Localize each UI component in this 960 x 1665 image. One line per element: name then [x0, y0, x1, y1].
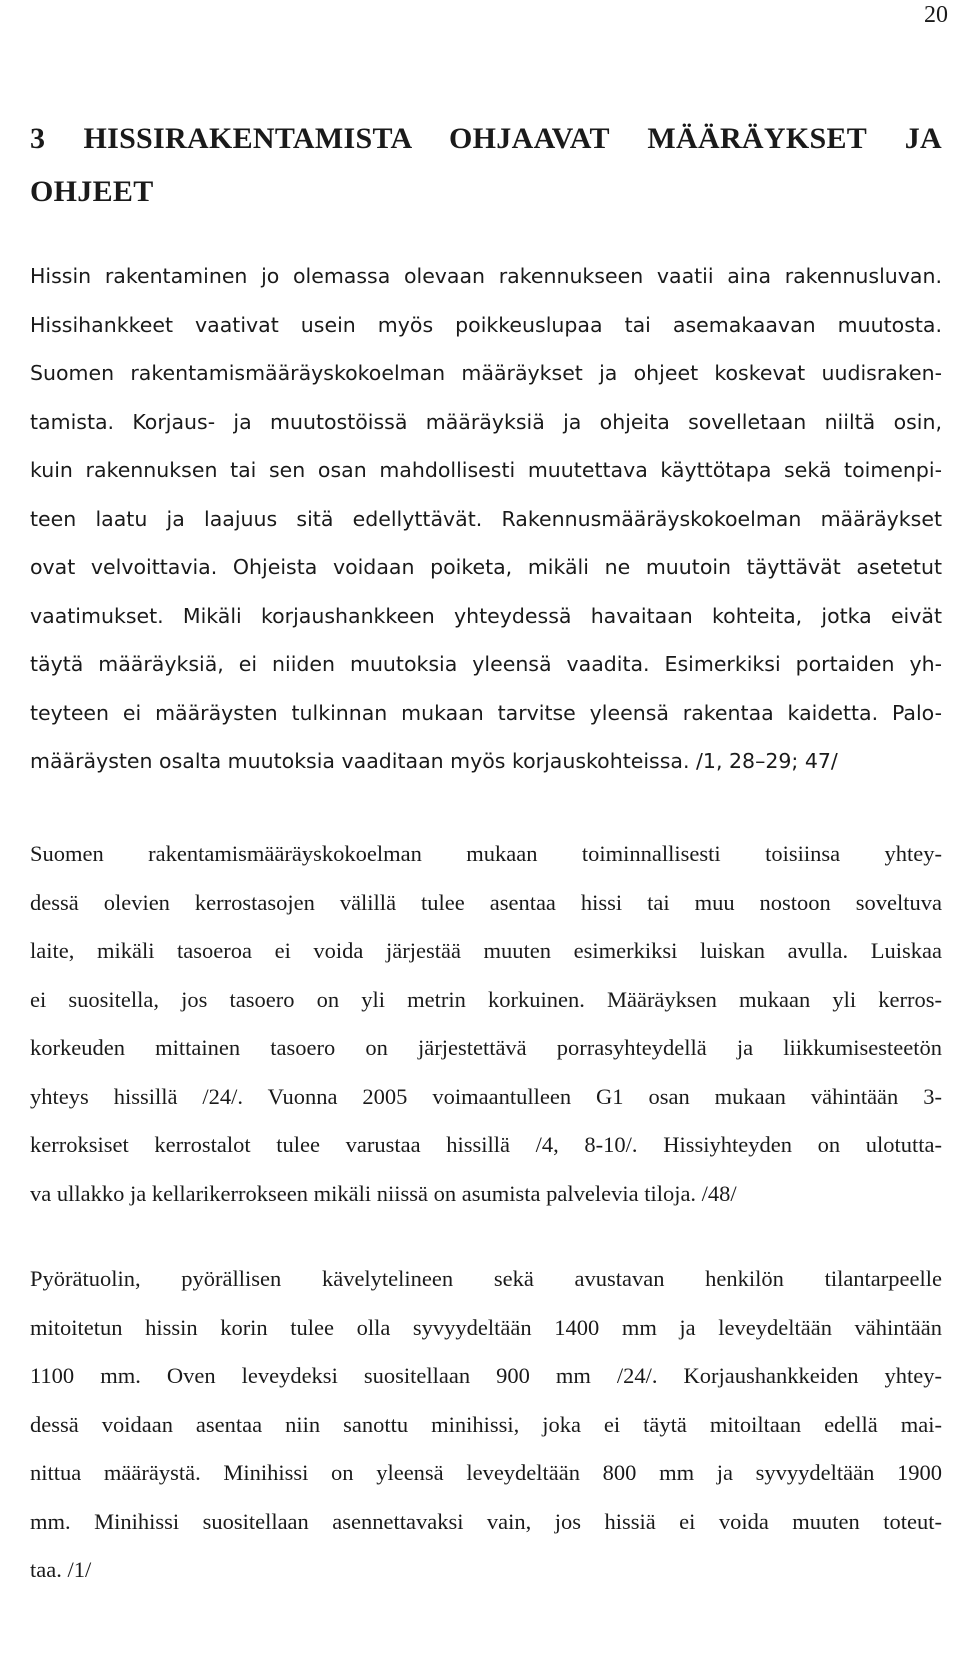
paragraph-line: Suomen rakentamismääräyskokoelman mukaan toiminnallisesti toisiinsa yhtey-: [30, 841, 942, 866]
paragraph-line: vaatimukset. Mikäli korjaushankkeen yhteydessä havaitaan kohteita, jotka eivät: [30, 603, 942, 628]
paragraph-line: va ullakko ja kellarikerrokseen mikäli niissä on asumista palvelevia tiloja. /48/: [30, 1180, 737, 1206]
paragraph-line: 1100 mm. Oven leveydeksi suositellaan 900 mm /24/. Korjaushankkeiden yhtey-: [30, 1363, 942, 1388]
paragraph-line: ovat velvoittavia. Ohjeista voidaan poiketa, mikäli ne muutoin täyttävät asetetut: [30, 555, 942, 579]
paragraph-line: nittua määräystä. Minihissi on yleensä leveydeltään 800 mm ja syvyydeltään 1900: [30, 1460, 942, 1485]
page-number: 20: [924, 2, 948, 28]
paragraph-line: Suomen rakentamismääräyskokoelman määräykset ja ohjeet koskevat uudisraken-: [30, 361, 942, 385]
chapter-heading: [30, 112, 942, 218]
paragraph-line: Hissihankkeet vaativat usein myös poikkeuslupaa tai asemakaavan muutosta.: [30, 312, 942, 337]
paragraph-level-differences: [30, 830, 942, 1218]
paragraph-line: täytä määräyksiä, ei niiden muutoksia yleensä vaadita. Esimerkiksi portaiden yh-: [30, 652, 942, 676]
paragraph-line: ei suositella, jos tasoero on yli metrin korkuinen. Määräyksen mukaan yli kerros-: [30, 986, 942, 1012]
paragraph-line: dessä olevien kerrostasojen välillä tulee asentaa hissi tai muu nostoon soveltuva: [30, 889, 942, 915]
paragraph-line: dessä voidaan asentaa niin sanottu minihissi, joka ei täytä mitoiltaan edellä mai-: [30, 1411, 942, 1437]
paragraph-car-dimensions: [30, 1255, 942, 1595]
paragraph-line: mm. Minihissi suositellaan asennettavaksi vain, jos hissiä ei voida muuten toteut-: [30, 1508, 942, 1534]
paragraph-line: laite, mikäli tasoeroa ei voida järjestää muuten esimerkiksi luiskan avulla. Luiskaa: [30, 938, 942, 963]
chapter-heading-line: OHJEET: [30, 175, 154, 208]
paragraph-line: Hissin rakentaminen jo olemassa olevaan rakennukseen vaatii aina rakennusluvan.: [30, 264, 942, 288]
paragraph-line: määräysten osalta muutoksia vaaditaan myös korjauskohteissa. /1, 28–29; 47/: [30, 749, 838, 773]
paragraph-line: korkeuden mittainen tasoero on järjestettävä porrasyhteydellä ja liikkumisesteetön: [30, 1035, 942, 1060]
paragraph-building-permit: [30, 252, 942, 786]
paragraph-line: taa. /1/: [30, 1557, 92, 1582]
paragraph-line: tamista. Korjaus- ja muutostöissä määräyksiä ja ohjeita sovelletaan niiltä osin,: [30, 409, 942, 434]
paragraph-line: mitoitetun hissin korin tulee olla syvyydeltään 1400 mm ja leveydeltään vähintään: [30, 1314, 942, 1340]
paragraph-line: kuin rakennuksen tai sen osan mahdollisesti muutettava käyttötapa sekä toimenpi-: [30, 458, 942, 482]
paragraph-line: kerroksiset kerrostalot tulee varustaa hissillä /4, 8-10/. Hissiyhteyden on ulotutta-: [30, 1132, 942, 1157]
chapter-heading-line: 3 HISSIRAKENTAMISTA OHJAAVAT MÄÄRÄYKSET JA: [30, 122, 942, 155]
paragraph-line: yhteys hissillä /24/. Vuonna 2005 voimaantulleen G1 osan mukaan vähintään 3-: [30, 1083, 942, 1109]
paragraph-line: Pyörätuolin, pyörällisen kävelytelineen sekä avustavan henkilön tilantarpeelle: [30, 1266, 942, 1291]
paragraph-line: teen laatu ja laajuus sitä edellyttävät. Rakennusmääräyskokoelman määräykset: [30, 506, 942, 531]
paragraph-line: teyteen ei määräysten tulkinnan mukaan tarvitse yleensä rakentaa kaidetta. Palo-: [30, 700, 942, 725]
